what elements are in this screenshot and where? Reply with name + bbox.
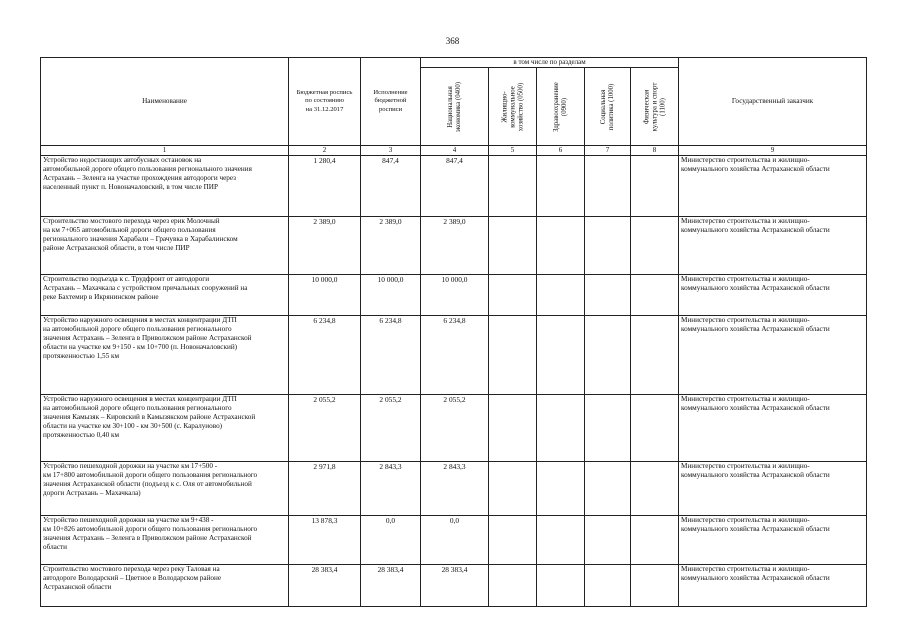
row-section-1100 (631, 394, 679, 461)
row-section-0400: 2 843,3 (421, 461, 489, 515)
row-name: Устройство наружного освещения в местах концентрации ДТП на автомобильной дороге общего пользования регионального значения Камызяк – Кировский в Камызякском районе Астраханской области на участке км 30+100 - км 30+500 (с. Каралуиово) протяженностью 0,40 км (41, 394, 289, 461)
row-section-0500 (489, 564, 537, 606)
row-budget: 6 234,8 (289, 315, 361, 394)
row-section-0900 (537, 564, 585, 606)
row-execution: 6 234,8 (361, 315, 421, 394)
col-number: 5 (489, 146, 537, 156)
header-section-1100: Физическая культура и спорт (1100) (631, 68, 679, 146)
row-customer: Министерство строительства и жилищно- коммунального хозяйства Астраханской области (679, 564, 867, 606)
row-customer: Министерство строительства и жилищно- коммунального хозяйства Астраханской области (679, 216, 867, 274)
row-execution: 2 843,3 (361, 461, 421, 515)
header-execution: Исполнение бюджетной росписи (361, 58, 421, 146)
row-budget: 2 389,0 (289, 216, 361, 274)
row-name: Устройство пешеходной дорожки на участке км 9+438 - км 10+826 автомобильной дороги общего пользования регионального значения Астрахань – Зеленга в Приволжском районе Астраханской области (41, 515, 289, 564)
row-section-0400: 2 055,2 (421, 394, 489, 461)
col-number: 7 (585, 146, 631, 156)
col-number: 8 (631, 146, 679, 156)
row-customer: Министерство строительства и жилищно- коммунального хозяйства Астраханской области (679, 515, 867, 564)
row-section-0900 (537, 155, 585, 216)
row-section-0400: 6 234,8 (421, 315, 489, 394)
row-section-0500 (489, 461, 537, 515)
row-section-0900 (537, 515, 585, 564)
row-execution: 847,4 (361, 155, 421, 216)
col-number: 9 (679, 146, 867, 156)
row-section-0900 (537, 315, 585, 394)
row-section-0400: 28 383,4 (421, 564, 489, 606)
row-section-1000 (585, 564, 631, 606)
col-number: 1 (41, 146, 289, 156)
row-budget: 10 000,0 (289, 274, 361, 315)
row-section-1100 (631, 274, 679, 315)
row-section-1000 (585, 394, 631, 461)
row-section-0500 (489, 216, 537, 274)
row-name: Строительство мостового перехода через реку Таловая на автодороге Володарский – Цветное в Володарском районе Астраханской области (41, 564, 289, 606)
row-customer: Министерство строительства и жилищно- коммунального хозяйства Астраханской области (679, 315, 867, 394)
header-section-0900: Здравоохранение (0900) (537, 68, 585, 146)
row-section-1100 (631, 515, 679, 564)
row-execution: 28 383,4 (361, 564, 421, 606)
row-name: Устройство наружного освещения в местах концентрации ДТП на автомобильной дороге общего пользования регионального значения Астрахань – Зеленга в Приволжском районе Астраханской области на участке км 9+150 - км 10+700 (п. Новоначаловский) протяженностью 1,55 км (41, 315, 289, 394)
header-section-0400: Национальная экономика (0400) (421, 68, 489, 146)
header-sections-group: в том числе по разделам (421, 58, 679, 68)
row-section-0900 (537, 216, 585, 274)
page-number: 368 (445, 36, 460, 46)
row-section-0400: 10 000,0 (421, 274, 489, 315)
row-section-0500 (489, 274, 537, 315)
row-name: Строительство подъезда к с. Трудфронт от автодороги Астрахань – Махачкала с устройством причальных сооружений на реке Бахтемир в Икрянинском районе (41, 274, 289, 315)
row-customer: Министерство строительства и жилищно- коммунального хозяйства Астраханской области (679, 274, 867, 315)
row-budget: 1 280,4 (289, 155, 361, 216)
row-section-0500 (489, 394, 537, 461)
row-section-0400: 847,4 (421, 155, 489, 216)
row-section-0500 (489, 515, 537, 564)
row-name: Строительство мостового перехода через ерик Молочный на км 7+065 автомобильной дороги общего пользования регионального значения Харабали – Грачувка в Харабалинском районе Астраханской области, в том числе ПИР (41, 216, 289, 274)
row-budget: 2 055,2 (289, 394, 361, 461)
row-section-1100 (631, 155, 679, 216)
col-number: 3 (361, 146, 421, 156)
table-row (41, 564, 867, 606)
row-execution: 0,0 (361, 515, 421, 564)
row-customer: Министерство строительства и жилищно- коммунального хозяйства Астраханской области (679, 461, 867, 515)
row-section-1100 (631, 216, 679, 274)
row-section-0500 (489, 315, 537, 394)
row-budget: 28 383,4 (289, 564, 361, 606)
row-section-1100 (631, 315, 679, 394)
row-section-0900 (537, 274, 585, 315)
row-section-1000 (585, 155, 631, 216)
row-section-1000 (585, 274, 631, 315)
row-section-0500 (489, 155, 537, 216)
table-row (41, 155, 867, 216)
row-section-1000 (585, 216, 631, 274)
row-section-1100 (631, 564, 679, 606)
row-section-1000 (585, 461, 631, 515)
table-row (41, 461, 867, 515)
header-budget: Бюджетная роспись по состоянию на 31.12.2017 (289, 58, 361, 146)
table-row (41, 216, 867, 274)
row-execution: 10 000,0 (361, 274, 421, 315)
row-section-0900 (537, 461, 585, 515)
header-customer: Государственный заказчик (679, 58, 867, 146)
col-number: 4 (421, 146, 489, 156)
row-section-1000 (585, 515, 631, 564)
row-customer: Министерство строительства и жилищно- коммунального хозяйства Астраханской области (679, 155, 867, 216)
row-budget: 2 971,8 (289, 461, 361, 515)
col-number: 2 (289, 146, 361, 156)
table-row (41, 315, 867, 394)
header-section-0500: Жилищно- коммунальное хозяйство (0500) (489, 68, 537, 146)
row-section-0400: 2 389,0 (421, 216, 489, 274)
table-row (41, 515, 867, 564)
table-row (41, 394, 867, 461)
row-section-1000 (585, 315, 631, 394)
row-section-1100 (631, 461, 679, 515)
budget-table (40, 57, 867, 607)
row-execution: 2 389,0 (361, 216, 421, 274)
table-row (41, 274, 867, 315)
header-name: Наименование (41, 58, 289, 146)
row-section-0400: 0,0 (421, 515, 489, 564)
row-name: Устройство пешеходной дорожки на участке км 17+500 - км 17+800 автомобильной дороги общего пользования регионального значения Астраханской области (подъезд к с. Оля от автомобильной дороги Астрахань – Махачкала) (41, 461, 289, 515)
row-customer: Министерство строительства и жилищно- коммунального хозяйства Астраханской области (679, 394, 867, 461)
col-number: 6 (537, 146, 585, 156)
column-number-row (41, 146, 867, 156)
row-budget: 13 878,3 (289, 515, 361, 564)
row-section-0900 (537, 394, 585, 461)
header-section-1000: Социальная политика (1000) (585, 68, 631, 146)
row-name: Устройство недостающих автобусных остановок на автомобильной дороге общего пользования регионального значения Астрахань – Зеленга на участке прохождения автодороги через населенный пункт п. Новоначаловский, в том числе ПИР (41, 155, 289, 216)
row-execution: 2 055,2 (361, 394, 421, 461)
